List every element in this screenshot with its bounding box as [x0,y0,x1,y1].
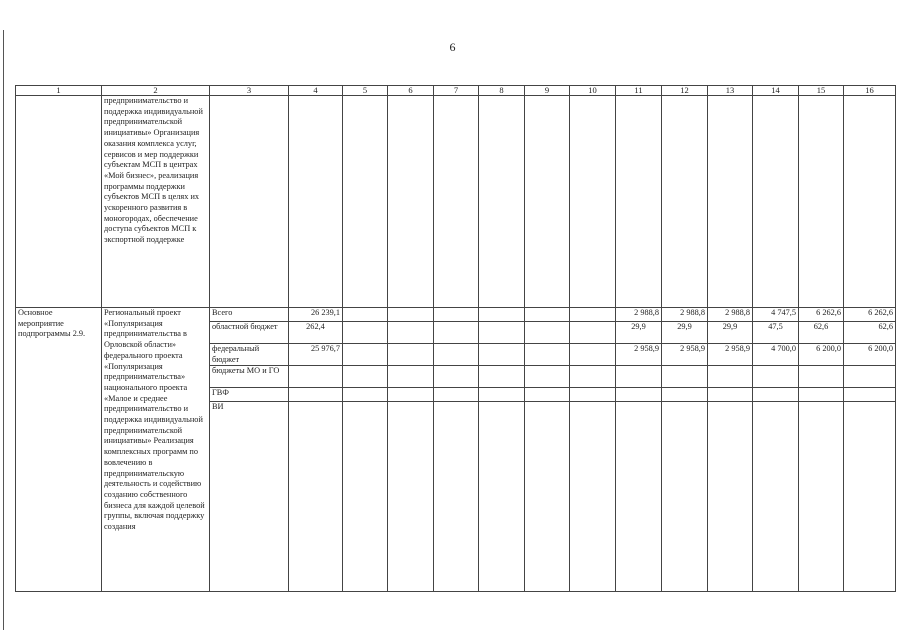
col-header: 11 [616,86,662,96]
table-cell [289,366,343,388]
value-cell: 2 988,8 [708,308,753,322]
table-cell [753,388,799,402]
col-header: 7 [434,86,479,96]
table-cell [662,366,708,388]
table-cell [844,402,896,592]
table-cell [570,322,616,344]
value-cell: 4 747,5 [753,308,799,322]
table-cell [479,308,525,322]
col-header: 9 [525,86,570,96]
table-cell [753,366,799,388]
col-header: 14 [753,86,799,96]
table-cell [343,402,388,592]
table-cell [753,96,799,308]
table-cell [799,402,844,592]
value-cell: 6 262,6 [799,308,844,322]
table-cell [799,388,844,402]
table-cell [616,366,662,388]
table-cell [708,366,753,388]
value-cell: 29,9 [616,322,662,344]
table-cell [434,308,479,322]
value-cell: 4 700,0 [753,344,799,366]
table-cell [434,388,479,402]
value-cell: 2 958,9 [708,344,753,366]
table-cell [388,388,434,402]
table-cell [388,344,434,366]
value-cell: 2 988,8 [662,308,708,322]
table-cell [570,402,616,592]
table-cell [570,366,616,388]
table-cell [616,96,662,308]
table-cell [662,402,708,592]
table-cell [570,96,616,308]
table-cell [289,402,343,592]
table-cell [799,96,844,308]
funding-source: ВИ [210,402,289,592]
scan-edge-line [3,30,4,630]
col-header: 1 [16,86,102,96]
table-cell [844,388,896,402]
table-cell [434,366,479,388]
funding-source: ГВФ [210,388,289,402]
page-number: 6 [449,40,456,54]
table-cell [479,344,525,366]
table-cell [343,344,388,366]
table-cell [570,308,616,322]
value-cell: 62,6 [799,322,844,344]
table-cell [616,402,662,592]
col-header: 10 [570,86,616,96]
table-cell [525,388,570,402]
table-cell [388,308,434,322]
table-cell [479,366,525,388]
table-cell [525,366,570,388]
table-cell [343,388,388,402]
value-cell: 6 200,0 [799,344,844,366]
col-header: 3 [210,86,289,96]
table-cell [434,322,479,344]
table-cell [343,366,388,388]
table-cell [479,96,525,308]
measure-title: Основное мероприятие подпрограммы 2.9. [16,308,102,592]
col-header: 16 [844,86,896,96]
table-cell [525,96,570,308]
value-cell: 262,4 [289,322,343,344]
table-cell [708,402,753,592]
table-cell [289,96,343,308]
value-cell: 26 239,1 [289,308,343,322]
funding-source: Всего [210,308,289,322]
table-cell [479,388,525,402]
table-cell [525,322,570,344]
value-cell: 6 200,0 [844,344,896,366]
table-cell [753,402,799,592]
value-cell: 2 958,9 [662,344,708,366]
col-header: 5 [343,86,388,96]
table-cell [388,322,434,344]
value-cell: 25 976,7 [289,344,343,366]
funding-source: областной бюджет [210,322,289,344]
value-cell: 29,9 [662,322,708,344]
table-cell [708,388,753,402]
table-cell [16,96,102,308]
funding-row-total [16,308,896,322]
table-cell [343,308,388,322]
table-cell [525,344,570,366]
value-cell: 2 958,9 [616,344,662,366]
table-cell [844,96,896,308]
table-cell [388,402,434,592]
value-cell: 6 262,6 [844,308,896,322]
table-cell [570,388,616,402]
table-cell [434,344,479,366]
table-cell [343,322,388,344]
table-cell [210,96,289,308]
value-cell: 2 988,8 [616,308,662,322]
column-number-row [16,86,896,96]
table-cell [289,388,343,402]
col-header: 8 [479,86,525,96]
col-header: 4 [289,86,343,96]
table-cell [525,402,570,592]
table-cell [525,308,570,322]
col-header: 2 [102,86,210,96]
table-cell [708,96,753,308]
table-cell [616,388,662,402]
funding-source: федеральный бюджет [210,344,289,366]
table-cell [570,344,616,366]
col-header: 15 [799,86,844,96]
table-cell [844,366,896,388]
value-cell: 47,5 [753,322,799,344]
continued-description: предпринимательство и поддержка индивидуальной предпринимательской инициативы» Организация оказания комплекса услуг, сервисов и мер поддержки субъектам МСП в центрах «Мой бизнес», реализация программы поддержки субъектов МСП в целях их ускоренного развития в моногородах, обеспечение доступа субъектов МСП к экспортной поддержке [102,96,210,308]
table-cell [662,388,708,402]
table-cell [479,402,525,592]
value-cell: 62,6 [844,322,896,344]
table-cell [343,96,388,308]
table-cell [434,96,479,308]
continued-row [16,96,896,308]
value-cell: 29,9 [708,322,753,344]
budget-table [15,85,896,592]
col-header: 12 [662,86,708,96]
table-cell [434,402,479,592]
funding-source: бюджеты МО и ГО [210,366,289,388]
table-cell [662,96,708,308]
table-cell [479,322,525,344]
table-cell [388,96,434,308]
measure-description: Региональный проект «Популяризация предпринимательства в Орловской области» федерального проекта «Популяризация предпринимательства» национального проекта «Малое и среднее предпринимательство и поддержка индивидуальной предпринимательской инициативы» Реализация комплексных программ по вовлечению в предпринимательскую деятельность и содействию созданию собственного бизнеса для каждой целевой группы, включая поддержку создания [102,308,210,592]
col-header: 13 [708,86,753,96]
table-cell [799,366,844,388]
col-header: 6 [388,86,434,96]
table-cell [388,366,434,388]
